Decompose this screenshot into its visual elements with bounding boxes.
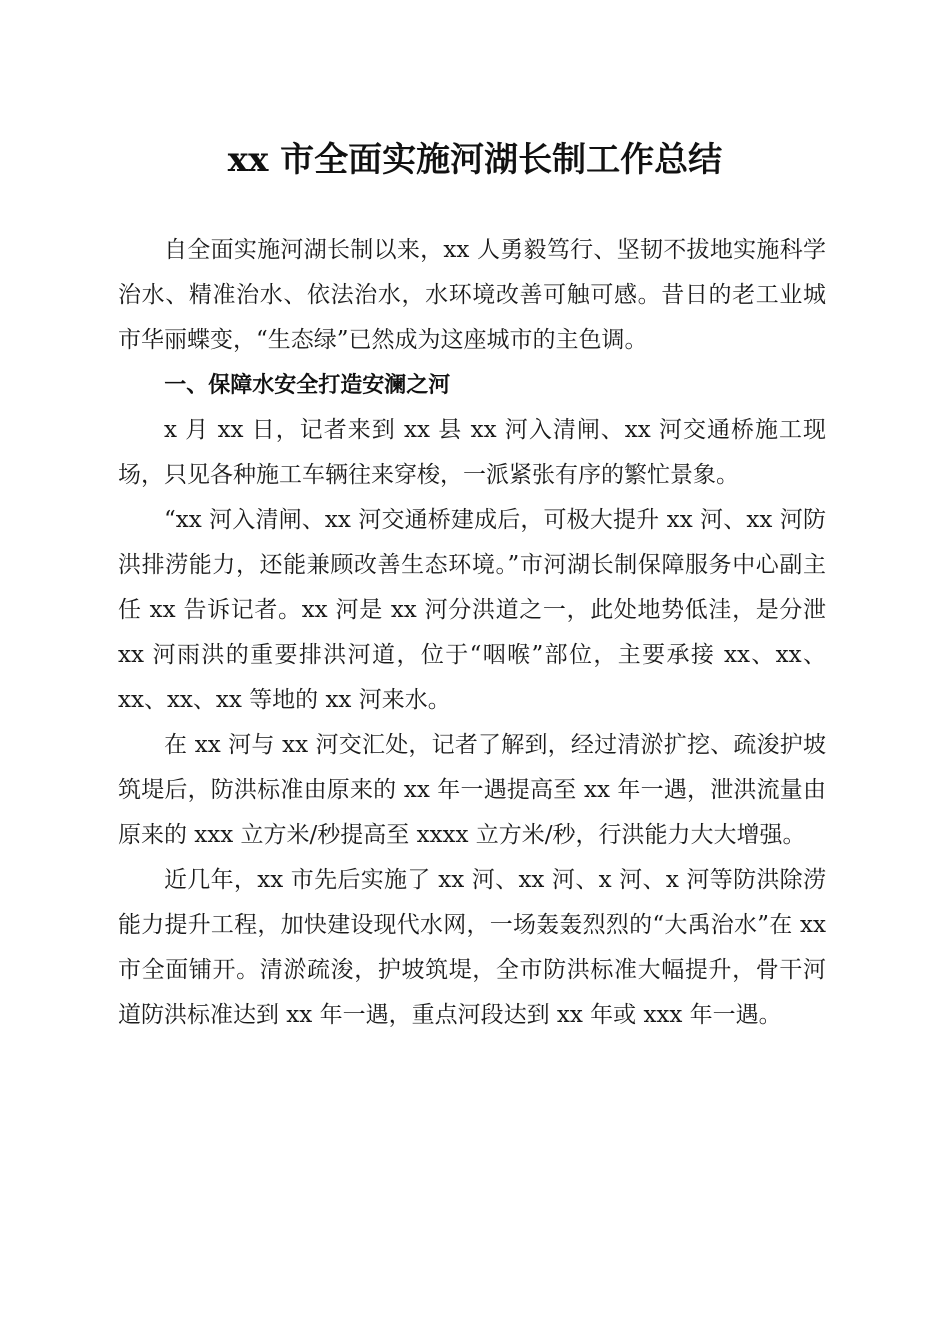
document-title: xx 市全面实施河湖长制工作总结 [227,140,723,180]
body-paragraph: x 月 xx 日，记者来到 xx 县 xx 河入清闸、xx 河交通桥施工现场，只见各种施工车辆往来穿梭，一派紧张有序的繁忙景象。 [118,417,826,488]
section-heading: 一、保障水安全打造安澜之河 [164,373,451,398]
intro-paragraph: 自全面实施河湖长制以来，xx 人勇毅笃行、坚韧不拔地实施科学治水、精准治水、依法治水，水环境改善可触可感。昔日的老工业城市华丽蝶变，“生态绿”已然成为这座城市的主色调。 [118,237,826,353]
body-paragraph: 近几年，xx 市先后实施了 xx 河、xx 河、x 河、x 河等防洪除涝能力提升工程，加快建设现代水网，一场轰轰烈烈的“大禹治水”在 xx 市全面铺开。清淤疏浚，护坡筑堤，全市防洪标准大幅提升，骨干河道防洪标准达到 xx 年一遇，重点河段达到 xx 年或 xxx 年一遇。 [118,867,826,1028]
body-paragraph: “xx 河入清闸、xx 河交通桥建成后，可极大提升 xx 河、xx 河防洪排涝能力，还能兼顾改善生态环境。”市河湖长制保障服务中心副主任 xx 告诉记者。xx 河是 xx 河分洪道之一，此处地势低洼，是分泄 xx 河雨洪的重要排洪河道，位于“咽喉”部位，主要承接 xx、xx、xx、xx、xx 等地的 xx 河来水。 [118,507,826,713]
body-paragraph: 在 xx 河与 xx 河交汇处，记者了解到，经过清淤扩挖、疏浚护坡筑堤后，防洪标准由原来的 xx 年一遇提高至 xx 年一遇，泄洪流量由原来的 xxx 立方米/秒提高至 xxxx 立方米/秒，行洪能力大大增强。 [118,732,826,848]
document-body [118,228,826,1038]
